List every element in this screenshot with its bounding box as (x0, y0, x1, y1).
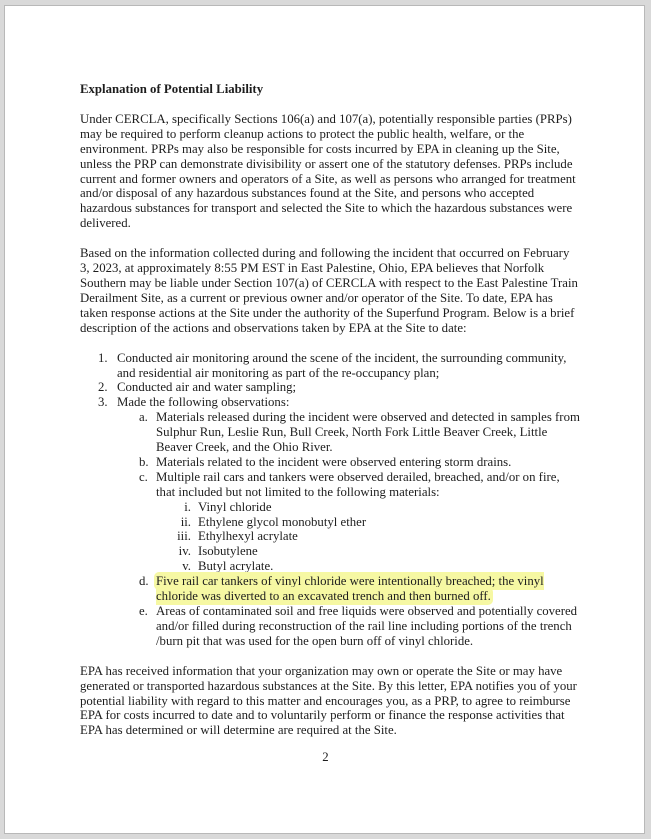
observation-item (80, 470, 580, 500)
observation-text: Multiple rail cars and tankers were observed derailed, breached, and/or on fire, that included but not limited to the following materials: (156, 469, 560, 499)
list-number: 1. (98, 350, 108, 365)
observation-letter: c. (139, 469, 148, 484)
material-number: ii. (180, 514, 191, 529)
list-item (80, 395, 580, 410)
list-item (80, 351, 580, 381)
material-item (80, 515, 580, 530)
material-item (80, 559, 580, 574)
observation-letter: e. (139, 604, 148, 618)
observation-letter: b. (139, 454, 149, 469)
page-number: 2 (322, 750, 329, 764)
material-text: Isobutylene (198, 544, 258, 559)
material-item (80, 500, 580, 515)
material-text: Ethylene glycol monobutyl ether (198, 514, 367, 529)
observation-item (80, 604, 580, 649)
actions-list (80, 351, 580, 649)
document-body (80, 82, 580, 753)
observation-item (80, 455, 580, 470)
material-number: i. (184, 499, 191, 514)
paragraph-incident: Based on the information collected during and following the incident that occurred on February 3, 2023, at approximately 8:55 PM EST in East Palestine, Ohio, EPA believes that Norfolk Southern may be liable under Section 107(a) of CERCLA with respect to the East Palestine Train Derailment Site, as a current or previous owner and/or operator of the Site. To date, EPA has taken response actions at the Site under the authority of the Superfund Program. Below is a brief description of the actions and observations taken by EPA at the Site to date: (80, 246, 578, 335)
paragraph-notification: EPA has received information that your organization may own or operate the Site or may have generated or transported hazardous substances at the Site. By this letter, EPA notifies you of your potential liability with regard to this matter and encourages you, as a PRP, to agree to reimburse EPA for costs incurred to date and to voluntarily perform or finance the response activities that EPA has determined or will determine are required at the Site. (80, 663, 577, 738)
observation-text: Materials released during the incident were observed and detected in samples from Sulphur Run, Leslie Run, Bull Creek, North Fork Little Beaver Creek, Little Beaver Creek, and the Ohio River. (156, 410, 580, 455)
list-item-text: Conducted air and water sampling; (117, 380, 297, 395)
material-item (80, 529, 580, 544)
material-item (80, 544, 580, 559)
observation-letter: a. (139, 410, 148, 425)
material-number: v. (182, 559, 191, 574)
list-number: 3. (98, 395, 108, 410)
list-number: 2. (98, 380, 108, 395)
material-text: Butyl acrylate. (198, 559, 274, 574)
list-item-text: Made the following observations: (117, 395, 290, 410)
material-text: Vinyl chloride (198, 499, 272, 514)
list-item-text: Conducted air monitoring around the scene of the incident, the surrounding community, and residential air monitoring as part of the re-occupancy plan; (117, 350, 567, 380)
observation-letter: d. (139, 574, 149, 589)
paragraph-prp-definition: Under CERCLA, specifically Sections 106(a) and 107(a), potentially responsible parties (PRPs) may be required to perform cleanup actions to protect the public health, welfare, or the environment. PRPs may also be responsible for costs incurred by EPA in cleaning up the Site, unless the PRP can demonstrate divisibility or assert one of the statutory defenses. PRPs include current and former owners and operators of a Site, as well as persons who arranged for treatment and/or disposal of any hazardous substances found at the Site, and persons who accepted hazardous substances for transport and selected the Site to which the hazardous substances were delivered. (80, 111, 576, 231)
observation-text: Areas of contaminated soil and free liquids were observed and potentially covered and/or filled during reconstruction of the rail line including portions of the trench /burn pit that was used for the open burn off of vinyl chloride. (156, 604, 578, 648)
observation-item (80, 410, 580, 455)
observation-text: Materials related to the incident were observed entering storm drains. (156, 454, 512, 469)
section-heading: Explanation of Potential Liability (80, 82, 264, 96)
list-item (80, 380, 580, 395)
material-text: Ethylhexyl acrylate (198, 529, 298, 544)
observation-item-highlighted (80, 574, 580, 604)
material-number: iv. (178, 544, 191, 559)
highlighted-text: Five rail car tankers of vinyl chloride were intentionally breached; the vinyl chloride was diverted to an excavated trench and then burned off. (156, 574, 544, 604)
document-page (4, 5, 645, 834)
material-number: iii. (177, 529, 191, 544)
